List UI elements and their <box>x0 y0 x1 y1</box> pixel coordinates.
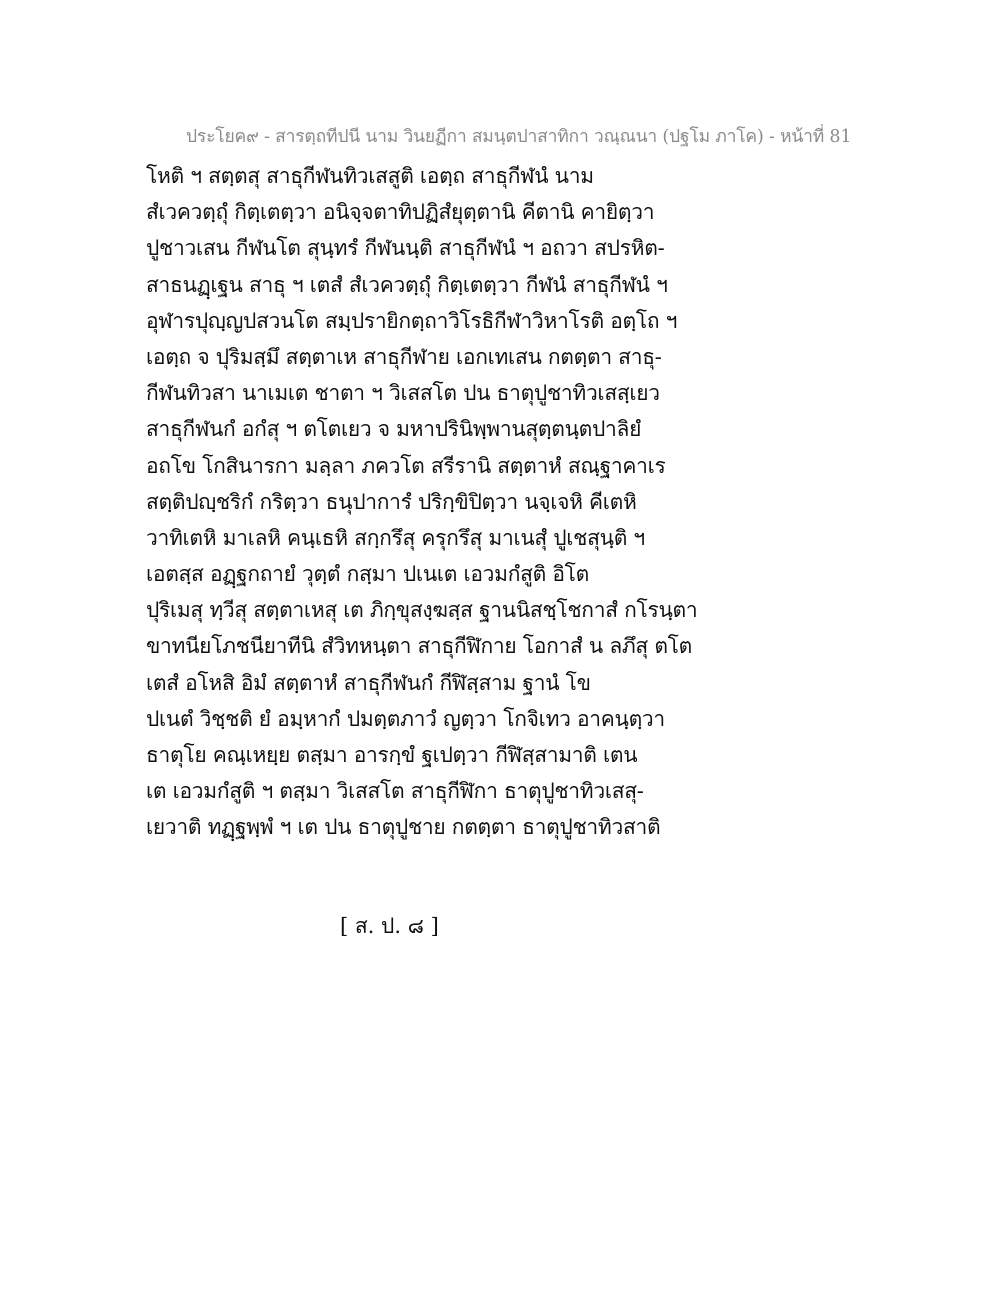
body-line: โหติ ฯ สตฺตสุ สาธุกีฬนทิวเสสูติ เอตฺถ สาธุกีฬนํ นาม <box>146 164 594 188</box>
body-line: กีฬนทิวสา นาเมเต ชาตา ฯ วิเสสโต ปน ธาตุปูชาทิวเสสฺเยว <box>146 381 660 406</box>
body-line: เต เอวมกํสูติ ฯ ตสฺมา วิเสสโต สาธุกีฬิกา ธาตุปูชาทิวเสสุ- <box>146 779 644 804</box>
body-line: ปเนตํ วิชฺชติ ยํ อมฺหากํ ปมตฺตภาวํ ญตฺวา โกจิเทว อาคนฺตฺวา <box>146 706 665 731</box>
body-line: อถโข โกสินารกา มลฺลา ภควโต สรีรานิ สตฺตาหํ สณฺฐาคาเร <box>146 453 666 478</box>
body-line: เอตสฺส อฏฺฐกถายํ วุตฺตํ กสฺมา ปเนเต เอวมกํสูติ อิโต <box>146 562 589 587</box>
body-line: ธาตุโย คณฺเหยฺย ตสฺมา อารกฺขํ ฐเปตฺวา กีฬิสฺสามาติ เตน <box>146 743 638 767</box>
body-line: สาธนฏฺเฐน สาธุ ฯ เตสํ สํเวควตฺถุํ กิตฺเตตฺวา กีฬนํ สาธุกีฬนํ ฯ <box>146 272 668 297</box>
body-line: วาทิเตหิ มาเลหิ คนฺเธหิ สกฺกรึสุ ครุกรึสุ มาเนสุํ ปูเชสุนฺติ ฯ <box>146 525 645 550</box>
body-line: เอตฺถ จ ปุริมสฺมึ สตฺตาเห สาธุกีฬาย เอกเทเสน กตตฺตา สาธุ- <box>146 344 662 369</box>
body-line: ปุริเมสุ ทฺวีสุ สตฺตาเหสุ เต ภิกฺขุสงฺฆสฺส ฐานนิสชฺโชกาสํ กโรนฺตา <box>146 598 698 623</box>
body-text <box>146 158 706 846</box>
running-header: ประโยค๙ - สารตฺถทีปนี นาม วินยฏีกา สมนฺตปาสาทิกา วณฺณนา (ปฐโม ภาโค) - หน้าที่ 81 <box>186 127 852 147</box>
body-line: เตสํ อโหสิ อิมํ สตฺตาหํ สาธุกีฬนกํ กีฬิสฺสาม ฐานํ โข <box>146 670 591 695</box>
body-line: สํเวควตฺถุํ กิตฺเตตฺวา อนิจฺจตาทิปฏิสํยุตฺตานิ คีตานิ คายิตฺวา <box>146 200 655 225</box>
body-line: ปูชาวเสน กีฬนโต สุนฺทรํ กีฬนนฺติ สาธุกีฬนํ ฯ อถวา สปรหิต- <box>146 236 665 261</box>
body-line: อุฬารปุญฺญปสวนโต สมฺปรายิกตฺถาวิโรธิกีฬาวิหาโรติ อตฺโถ ฯ <box>146 308 678 333</box>
page-reference: [ ส. ป. ๘ ] <box>340 914 439 938</box>
body-line: สตฺติปญฺชริกํ กริตฺวา ธนุปาการํ ปริกฺขิปิตฺวา นจฺเจหิ คีเตหิ <box>146 489 637 514</box>
body-line: สาธุกีฬนกํ อกํสุ ฯ ตโตเยว จ มหาปรินิพฺพานสุตฺตนฺตปาลิยํ <box>146 417 642 442</box>
body-line: ขาทนียโภชนียาทีนิ สํวิทหนฺตา สาธุกีฬิกาย โอกาสํ น ลภึสุ ตโต <box>146 634 692 659</box>
body-line: เยวาติ ทฏฺฐพฺพํ ฯ เต ปน ธาตุปูชาย กตตฺตา ธาตุปูชาทิวสาติ <box>146 815 661 840</box>
